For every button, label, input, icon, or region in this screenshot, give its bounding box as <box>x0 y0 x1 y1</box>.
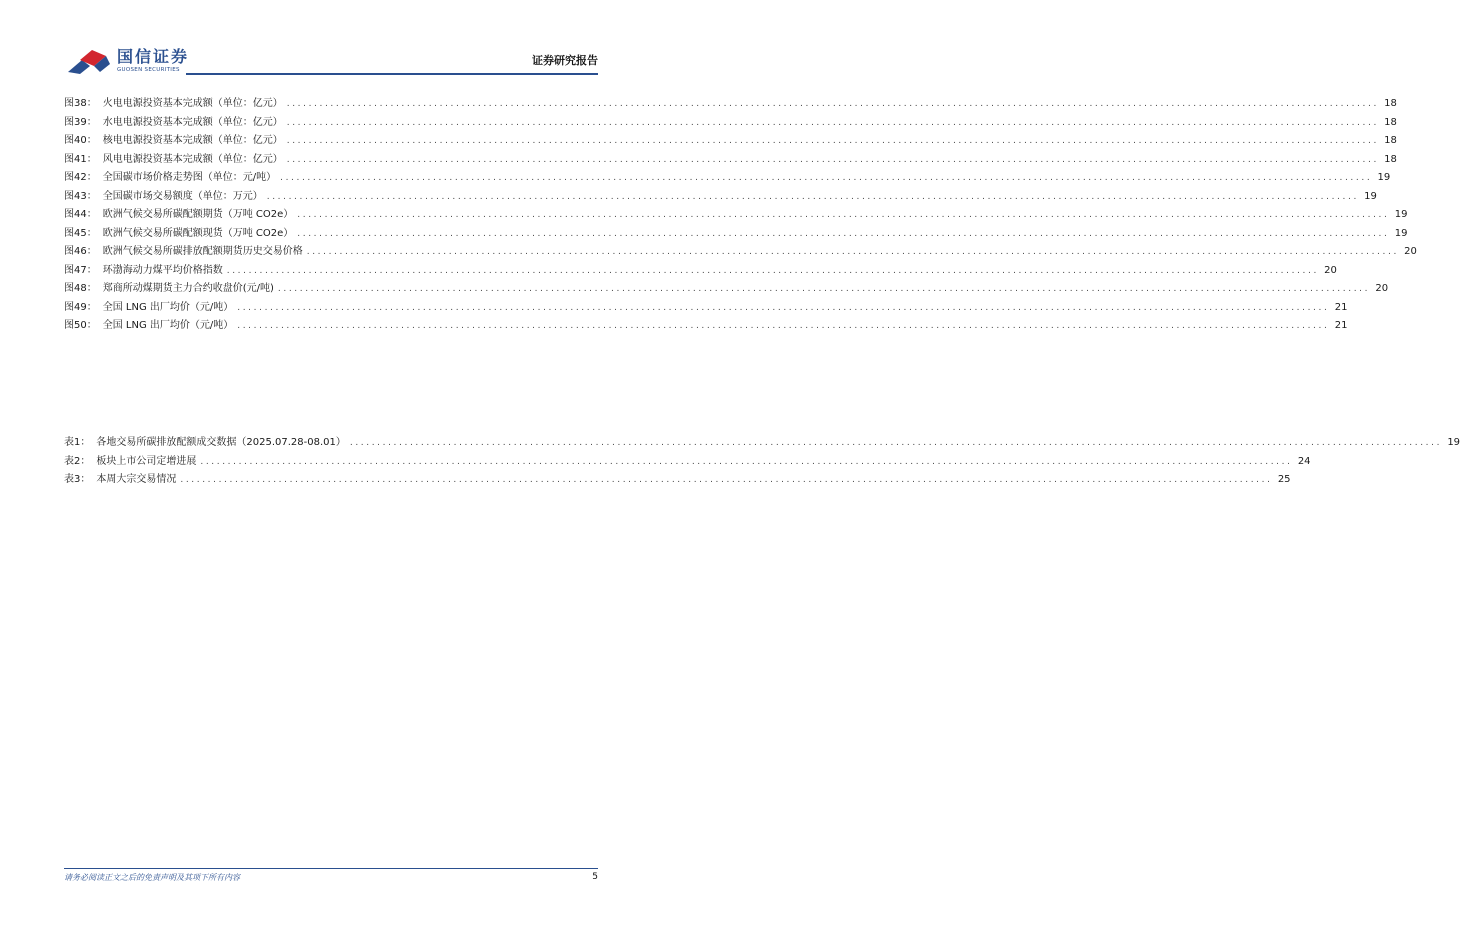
brand-name: 国信证券 <box>117 47 190 66</box>
toc-dot-leader: ........................................................................................................................................................................................................ <box>349 438 1443 448</box>
figure-toc-entry[interactable] <box>64 243 1417 262</box>
figure-list <box>64 95 1417 336</box>
toc-entry-title: 欧洲气候交易所碳配额现货（万吨 CO2e） <box>102 227 294 239</box>
toc-dot-leader: ........................................................................................................................................................................................................ <box>297 228 1390 239</box>
toc-entry-title: 欧洲气候交易所碳配额期货（万吨 CO2e） <box>102 209 294 220</box>
toc-entry-title: 各地交易所碳排放配额成交数据（2025.07.28-08.01） <box>96 437 346 448</box>
toc-entry-page: 18 <box>1384 135 1397 146</box>
toc-entry-title: 火电电源投资基本完成额（单位：亿元） <box>102 98 283 109</box>
toc-dot-leader: ........................................................................................................................................................................................................ <box>286 136 1379 146</box>
toc-entry-label: 图48： <box>64 283 97 294</box>
header-divider <box>186 73 598 75</box>
figure-toc-entry[interactable] <box>64 299 1348 318</box>
toc-entry-label: 图47： <box>64 264 97 276</box>
figure-toc-entry[interactable] <box>64 206 1408 225</box>
toc-entry-page: 25 <box>1277 474 1291 485</box>
toc-entry-label: 图39： <box>64 116 97 128</box>
toc-entry-page: 19 <box>1447 437 1460 448</box>
figure-toc-entry[interactable] <box>64 114 1397 133</box>
figure-toc-entry[interactable] <box>64 262 1337 281</box>
toc-entry-title: 核电电源投资基本完成额（单位：亿元） <box>102 135 283 146</box>
toc-entry-page: 19 <box>1377 172 1391 183</box>
toc-entry-label: 表2： <box>64 455 91 467</box>
figure-toc-entry[interactable] <box>64 132 1397 151</box>
toc-entry-label: 图46： <box>64 246 97 257</box>
toc-entry-title: 全国碳市场价格走势图（单位：元/吨） <box>102 172 277 183</box>
toc-dot-leader: ........................................................................................................................................................................................................ <box>237 321 1330 331</box>
figure-toc-entry[interactable] <box>64 317 1348 336</box>
toc-entry-title: 全国 LNG 出厂均价（元/吨） <box>102 301 234 313</box>
toc-entry-page: 18 <box>1384 153 1397 165</box>
toc-entry-title: 风电电源投资基本完成额（单位：亿元） <box>102 153 283 165</box>
toc-entry-page: 18 <box>1384 116 1397 128</box>
toc-entry-title: 全国碳市场交易额度（单位：万元） <box>102 190 263 202</box>
toc-entry-title: 板块上市公司定增进展 <box>96 455 197 467</box>
toc-entry-page: 19 <box>1394 209 1408 220</box>
report-type: 证券研究报告 <box>532 54 598 67</box>
table-toc-entry[interactable] <box>64 453 1311 472</box>
toc-entry-page: 21 <box>1334 320 1348 331</box>
toc-entry-label: 图41： <box>64 153 97 165</box>
figure-toc-entry[interactable] <box>64 188 1377 207</box>
figure-toc-entry[interactable] <box>64 225 1408 244</box>
toc-entry-label: 图42： <box>64 172 97 183</box>
toc-entry-page: 19 <box>1364 190 1377 202</box>
figure-toc-entry[interactable] <box>64 280 1389 299</box>
toc-dot-leader: ........................................................................................................................................................................................................ <box>277 284 1371 294</box>
toc-entry-page: 20 <box>1404 246 1417 257</box>
toc-entry-label: 图45： <box>64 227 97 239</box>
footer-disclaimer: 请务必阅读正文之后的免责声明及其项下所有内容 <box>64 873 240 882</box>
toc-dot-leader: ........................................................................................................................................................................................................ <box>226 265 1319 276</box>
toc-entry-label: 图44： <box>64 209 97 220</box>
toc-entry-title: 郑商所动煤期货主力合约收盘价(元/吨) <box>102 283 274 294</box>
table-list <box>64 434 1460 490</box>
toc-entry-page: 20 <box>1375 283 1389 294</box>
figure-toc-entry[interactable] <box>64 95 1397 114</box>
toc-entry-title: 环渤海动力煤平均价格指数 <box>102 264 223 276</box>
toc-entry-label: 图50： <box>64 320 97 331</box>
toc-entry-label: 图43： <box>64 190 97 202</box>
footer-divider <box>64 868 598 869</box>
page-header <box>0 0 662 80</box>
toc-dot-leader: ........................................................................................................................................................................................................ <box>180 475 1273 485</box>
toc-entry-page: 19 <box>1394 227 1408 239</box>
toc-entry-page: 21 <box>1334 301 1348 313</box>
toc-dot-leader: ........................................................................................................................................................................................................ <box>286 99 1379 109</box>
toc-dot-leader: ........................................................................................................................................................................................................ <box>286 117 1379 128</box>
toc-dot-leader: ........................................................................................................................................................................................................ <box>237 302 1330 313</box>
toc-entry-label: 图49： <box>64 301 97 313</box>
brand-name-english: GUOSEN SECURITIES <box>117 67 180 73</box>
toc-entry-page: 18 <box>1384 98 1397 109</box>
toc-dot-leader: ........................................................................................................................................................................................................ <box>306 247 1399 257</box>
toc-entry-page: 20 <box>1324 264 1337 276</box>
toc-entry-label: 表1： <box>64 437 91 448</box>
toc-dot-leader: ........................................................................................................................................................................................................ <box>286 154 1379 165</box>
figure-toc-entry[interactable] <box>64 169 1391 188</box>
toc-dot-leader: ........................................................................................................................................................................................................ <box>297 210 1390 220</box>
toc-dot-leader: ........................................................................................................................................................................................................ <box>266 191 1359 202</box>
toc-entry-page: 24 <box>1297 455 1311 467</box>
toc-dot-leader: ........................................................................................................................................................................................................ <box>200 456 1293 467</box>
toc-entry-label: 图40： <box>64 135 97 146</box>
page-number: 5 <box>592 872 598 882</box>
toc-entry-title: 欧洲气候交易所碳排放配额期货历史交易价格 <box>102 246 303 257</box>
guosen-logo-icon <box>66 46 112 76</box>
toc-dot-leader: ........................................................................................................................................................................................................ <box>280 173 1373 183</box>
toc-entry-title: 本周大宗交易情况 <box>96 474 177 485</box>
table-toc-entry[interactable] <box>64 434 1460 453</box>
table-toc-entry[interactable] <box>64 471 1291 490</box>
toc-entry-title: 全国 LNG 出厂均价（元/吨） <box>102 320 234 331</box>
toc-entry-label: 表3： <box>64 474 91 485</box>
toc-entry-label: 图38： <box>64 98 97 109</box>
toc-entry-title: 水电电源投资基本完成额（单位：亿元） <box>102 116 283 128</box>
figure-toc-entry[interactable] <box>64 151 1397 170</box>
